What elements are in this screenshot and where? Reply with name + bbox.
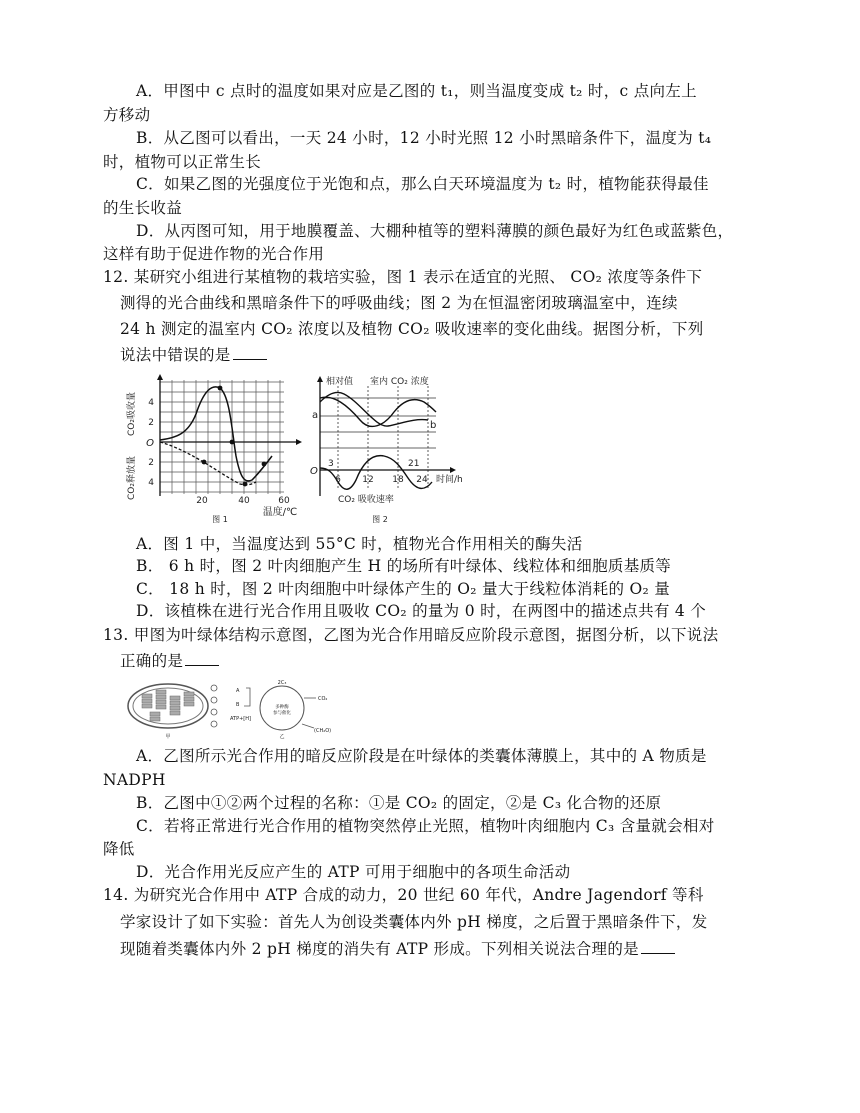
- label-center2: 参与催化: [273, 711, 291, 716]
- q11-option-c-line2: 的生长收益: [103, 199, 183, 217]
- fig1-point: [218, 386, 223, 391]
- q13-stem-text: 正确的是: [120, 652, 184, 670]
- fig1-xtick: 60: [278, 496, 290, 506]
- q12-stem-line2: 测得的光合曲线和黑暗条件下的呼吸曲线；图 2 为在恒温密闭玻璃温室中，连续: [120, 294, 678, 312]
- label-atp: ATP+[H]: [230, 716, 251, 722]
- label-a: A: [236, 688, 240, 694]
- q11-option-a-line1: A．甲图中 c 点时的温度如果对应是乙图的 t₁，则当温度变成 t₂ 时，c 点向左上: [136, 82, 697, 100]
- q13-option-a-line1: A．乙图所示光合作用的暗反应阶段是在叶绿体的类囊体薄膜上，其中的 A 物质是: [136, 747, 707, 765]
- q11-option-a-line2: 方移动: [103, 106, 151, 124]
- q13-option-c-line2: 降低: [103, 840, 135, 858]
- fig2-origin: O: [310, 466, 318, 477]
- marker-4: [211, 721, 217, 727]
- q12-option-b: B． 6 h 时，图 2 叶肉细胞产生 H 的场所有叶绿体、线粒体和细胞质基质等: [136, 557, 672, 575]
- q12-figure-1: [124, 372, 304, 528]
- marker-3: [211, 709, 217, 715]
- q11-option-d-line1: D．从丙图可知，用于地膜覆盖、大棚种植等的塑料薄膜的颜色最好为红色或蓝紫色，: [136, 222, 734, 240]
- fig1-point: [243, 482, 248, 487]
- fig2-point-a: a: [312, 410, 319, 421]
- q14-stem-line1: 14. 为研究光合作用中 ATP 合成的动力，20 世纪 60 年代，Andre Jagendorf 等科: [103, 886, 704, 904]
- q12-stem-text: 说法中错误的是: [120, 346, 231, 364]
- fig1-photosynthesis-curve: [160, 387, 272, 481]
- q13-figure: [126, 676, 346, 744]
- q12-option-d: D．该植株在进行光合作用且吸收 CO₂ 的量为 0 时，在两图中的描述点共有 4 个: [136, 602, 707, 620]
- q12-stem-line4: [120, 344, 267, 366]
- q14-stem-line2: 学家设计了如下实验：首先人为创设类囊体内外 pH 梯度，之后置于黑暗条件下，发: [120, 913, 708, 931]
- q12-stem-line3: 24 h 测定的温室内 CO₂ 浓度以及植物 CO₂ 吸收速率的变化曲线。据图分析，下列: [120, 320, 704, 338]
- label-center1: 多种酶: [275, 705, 289, 710]
- q11-option-c-line1: C．如果乙图的光强度位于光饱和点，那么白天环境温度为 t₂ 时，植物能获得最佳: [136, 175, 709, 193]
- grana-stacks: [142, 690, 194, 721]
- marker-1: [211, 685, 217, 691]
- q12-option-c: C． 18 h 时，图 2 叶肉细胞中叶绿体产生的 O₂ 量大于线粒体消耗的 O₂ 量: [136, 580, 671, 598]
- q13-stem-line2: [120, 650, 219, 672]
- fig1-ylabel-top: CO₂吸收量: [127, 392, 137, 436]
- fig2-ylabel: 相对值: [326, 377, 354, 387]
- label-b: B: [236, 702, 240, 708]
- q13-option-d: D．光合作用光反应产生的 ATP 可用于细胞中的各项生命活动: [136, 863, 571, 881]
- fig2-xtick: 12: [362, 475, 374, 485]
- caption-yi: 乙: [279, 734, 285, 740]
- fig1-xtick: 40: [238, 496, 250, 506]
- fig1-xtick: 20: [196, 496, 208, 506]
- q12-option-a: A．图 1 中，当温度达到 55°C 时，植物光合作用相关的酶失活: [136, 535, 583, 553]
- q11-option-d-line2: 这样有助于促进作物的光合作用: [103, 245, 325, 263]
- q13-stem-line1: 13. 甲图为叶绿体结构示意图，乙图为光合作用暗反应阶段示意图，据图分析，以下说法: [103, 626, 719, 644]
- q14-stem-line3: [120, 938, 675, 960]
- label-co2: CO₂: [318, 696, 328, 702]
- q12-answer-blank[interactable]: [233, 344, 267, 360]
- fig2-xtick: 24: [416, 475, 428, 485]
- q12-stem-line1: 12. 某研究小组进行某植物的栽培实验，图 1 表示在适宜的光照、 CO₂ 浓度等条件下: [103, 268, 703, 286]
- q11-option-b-line2: 时，植物可以正常生长: [103, 153, 262, 171]
- fig1-point: [262, 462, 267, 467]
- fig1-ylabel-bottom: CO₂释放量: [127, 456, 137, 500]
- fig2-co2-concentration-curve: [320, 392, 428, 426]
- fig1-point: [202, 460, 207, 465]
- q12-figure-2: [304, 372, 476, 528]
- marker-2: [211, 697, 217, 703]
- caption-jia: 甲: [165, 734, 171, 740]
- fig2-point-b: b: [430, 420, 437, 431]
- fig1-origin: O: [146, 438, 154, 449]
- q14-answer-blank[interactable]: [641, 938, 675, 954]
- q13-option-c-line1: C．若将正常进行光合作用的植物突然停止光照，植物叶肉细胞内 C₃ 含量就会相对: [136, 817, 715, 835]
- fig1-ytick: 2: [148, 458, 154, 468]
- fig1-xlabel: 温度/℃: [262, 507, 298, 518]
- label-2c3: 2C₃: [277, 680, 287, 686]
- fig1-point: [230, 440, 235, 445]
- q13-answer-blank[interactable]: [185, 650, 219, 666]
- fig2-absorption-label: CO₂ 吸收速率: [338, 495, 394, 505]
- label-ch2o: (CH₂O): [314, 728, 332, 734]
- q13-option-a-line2: NADPH: [103, 771, 166, 789]
- q14-stem-text: 现随着类囊体内外 2 pH 梯度的消失有 ATP 形成。下列相关说法合理的是: [120, 940, 639, 958]
- fig2-curve-label: 室内 CO₂ 浓度: [370, 377, 429, 387]
- fig2-tick-21: 21: [408, 459, 420, 469]
- fig1-ytick: 4: [148, 478, 154, 488]
- fig2-xtick: 6: [335, 475, 341, 485]
- fig2-xlabel: 时间/h: [436, 475, 463, 485]
- chloroplast-outer-membrane: [128, 684, 208, 728]
- fig2-xtick: 18: [392, 475, 404, 485]
- fig1-ytick: 4: [148, 398, 154, 408]
- q11-option-b-line1: B．从乙图可以看出，一天 24 小时，12 小时光照 12 小时黑暗条件下，温度为 t₄: [136, 129, 712, 147]
- q13-option-b: B．乙图中①②两个过程的名称：①是 CO₂ 的固定，②是 C₃ 化合物的还原: [136, 794, 662, 812]
- fig2-tick-3: 3: [328, 459, 334, 469]
- fig1-ytick: 2: [148, 418, 154, 428]
- fig1-caption: 图 1: [212, 515, 228, 524]
- fig2-caption: 图 2: [372, 515, 388, 524]
